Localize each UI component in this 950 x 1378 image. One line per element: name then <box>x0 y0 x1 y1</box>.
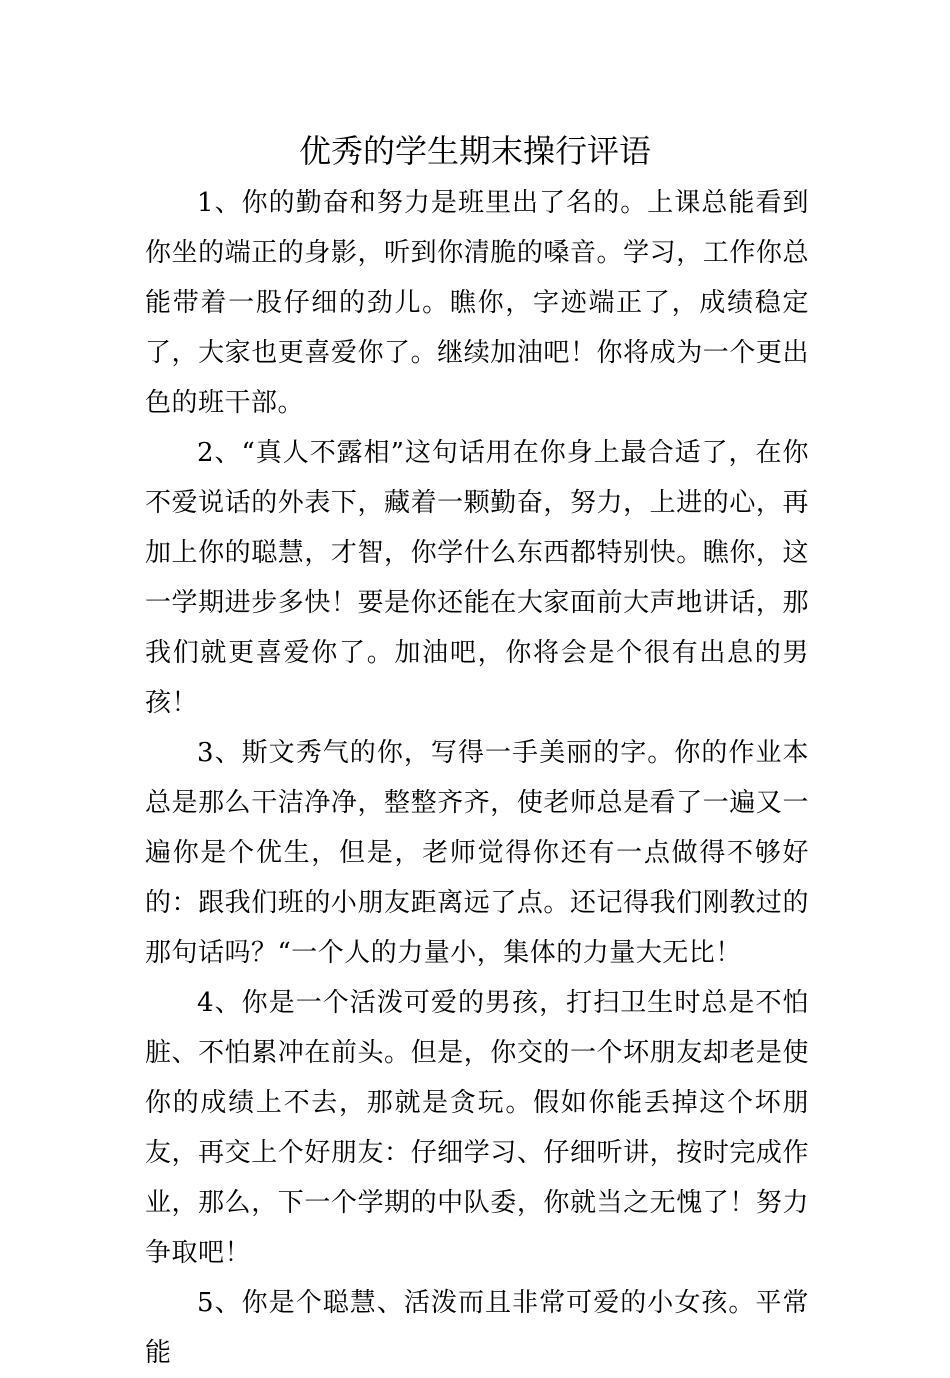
document-title: 优秀的学生期末操行评语 <box>298 132 651 170</box>
paragraph-5: 5、你是个聪慧、活泼而且非常可爱的小女孩。平常能 <box>145 1288 809 1368</box>
paragraph-3: 3、斯文秀气的你，写得一手美丽的字。你的作业本总是那么干洁净净，整整齐齐，使老师总是看了一遍又一遍你是个优生，但是，老师觉得你还有一点做得不够好的：跟我们班的小朋友距离远了点。还记得我们刚教过的那句话吗？“一个人的力量小，集体的力量大无比！ <box>145 738 809 968</box>
document-body <box>145 178 809 1378</box>
paragraph-1: 1、你的勤奋和努力是班里出了名的。上课总能看到你坐的端正的身影，听到你清脆的嗓音。学习，工作你总能带着一股仔细的劲儿。瞧你，字迹端正了，成绩稳定了，大家也更喜爱你了。继续加油吧！你将成为一个更出色的班干部。 <box>145 188 809 418</box>
paragraph-4: 4、你是一个活泼可爱的男孩，打扫卫生时总是不怕脏、不怕累冲在前头。但是，你交的一个坏朋友却老是使你的成绩上不去，那就是贪玩。假如你能丢掉这个坏朋友，再交上个好朋友：仔细学习、仔细听讲，按时完成作业，那么，下一个学期的中队委，你就当之无愧了！努力争取吧！ <box>145 988 809 1268</box>
paragraph-2: 2、“真人不露相”这句话用在你身上最合适了，在你不爱说话的外表下，藏着一颗勤奋，努力，上进的心，再加上你的聪慧，才智，你学什么东西都特别快。瞧你，这一学期进步多快！要是你还能在大家面前大声地讲话，那我们就更喜爱你了。加油吧，你将会是个很有出息的男孩！ <box>145 438 809 718</box>
